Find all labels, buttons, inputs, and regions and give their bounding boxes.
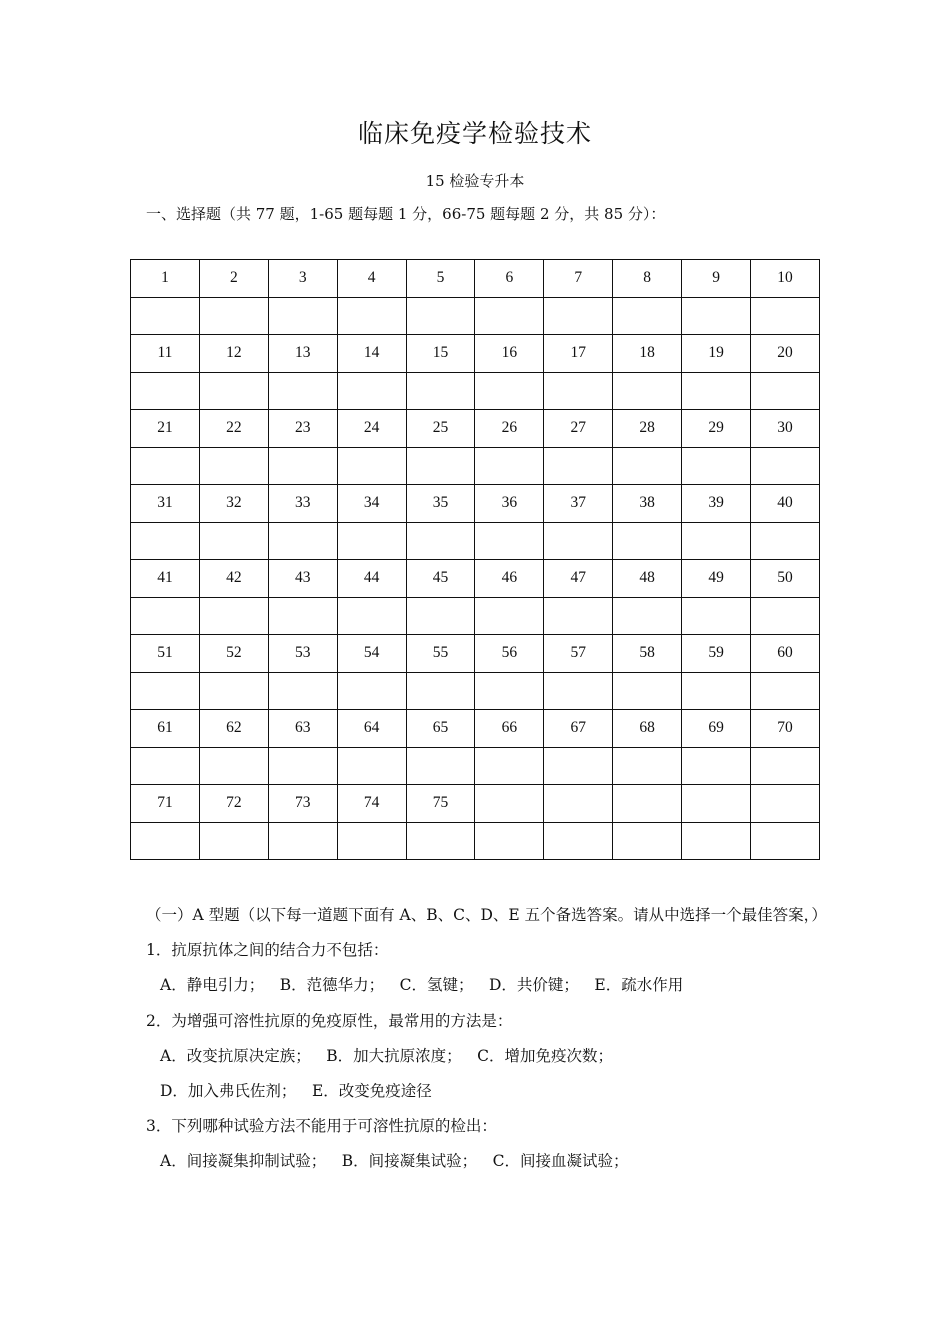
grid-number-cell bbox=[613, 785, 682, 823]
answer-box[interactable] bbox=[131, 297, 200, 335]
grid-number-cell: 33 bbox=[268, 485, 337, 523]
grid-number-cell: 11 bbox=[131, 335, 200, 373]
answer-box[interactable] bbox=[131, 672, 200, 710]
grid-number-cell: 38 bbox=[613, 485, 682, 523]
grid-number-cell: 65 bbox=[406, 710, 475, 748]
answer-box[interactable] bbox=[682, 822, 751, 860]
answer-box[interactable] bbox=[337, 297, 406, 335]
answer-box[interactable] bbox=[337, 822, 406, 860]
grid-number-cell: 63 bbox=[268, 710, 337, 748]
answer-box[interactable] bbox=[682, 522, 751, 560]
exam-subtitle: 15 检验专升本 bbox=[425, 172, 525, 190]
grid-number-cell: 28 bbox=[613, 410, 682, 448]
grid-number-row bbox=[131, 560, 820, 598]
answer-box[interactable] bbox=[613, 822, 682, 860]
grid-number-cell: 53 bbox=[268, 635, 337, 673]
exam-title: 临床免疫学检验技术 bbox=[357, 119, 592, 148]
grid-number-cell: 29 bbox=[682, 410, 751, 448]
answer-box[interactable] bbox=[406, 372, 475, 410]
answer-box[interactable] bbox=[751, 372, 820, 410]
answer-box[interactable] bbox=[131, 597, 200, 635]
option-line bbox=[146, 1074, 826, 1109]
answer-box[interactable] bbox=[475, 747, 544, 785]
grid-number-cell: 48 bbox=[613, 560, 682, 598]
answer-box[interactable] bbox=[131, 372, 200, 410]
grid-number-cell: 39 bbox=[682, 485, 751, 523]
grid-number-cell: 58 bbox=[613, 635, 682, 673]
answer-option: C．间接血凝试验； bbox=[492, 1152, 629, 1171]
grid-number-cell: 51 bbox=[131, 635, 200, 673]
grid-number-cell: 71 bbox=[131, 785, 200, 823]
grid-number-cell: 17 bbox=[544, 335, 613, 373]
answer-box[interactable] bbox=[268, 747, 337, 785]
answer-box[interactable] bbox=[544, 297, 613, 335]
answer-box[interactable] bbox=[337, 447, 406, 485]
section-instruction: 一、选择题（共 77 题，1-65 题每题 1 分，66-75 题每题 2 分，共 85 分）： bbox=[146, 205, 666, 223]
grid-answer-row bbox=[131, 522, 820, 560]
answer-box[interactable] bbox=[682, 597, 751, 635]
grid-number-cell: 18 bbox=[613, 335, 682, 373]
answer-box[interactable] bbox=[406, 447, 475, 485]
grid-number-row bbox=[131, 785, 820, 823]
answer-box[interactable] bbox=[544, 447, 613, 485]
answer-box[interactable] bbox=[475, 597, 544, 635]
answer-box[interactable] bbox=[475, 372, 544, 410]
grid-number-cell: 40 bbox=[751, 485, 820, 523]
part-heading: （一）A 型题（以下每一道题下面有 A、B、C、D、E 五个备选答案。请从中选择一个最佳答案，） bbox=[146, 906, 827, 924]
answer-box[interactable] bbox=[613, 447, 682, 485]
grid-number-cell: 56 bbox=[475, 635, 544, 673]
grid-number-cell: 52 bbox=[199, 635, 268, 673]
answer-box[interactable] bbox=[613, 597, 682, 635]
grid-answer-row bbox=[131, 447, 820, 485]
answer-box[interactable] bbox=[337, 372, 406, 410]
answer-box[interactable] bbox=[544, 372, 613, 410]
answer-box[interactable] bbox=[268, 672, 337, 710]
grid-number-cell: 62 bbox=[199, 710, 268, 748]
grid-number-cell: 21 bbox=[131, 410, 200, 448]
answer-box[interactable] bbox=[475, 297, 544, 335]
grid-number-cell: 69 bbox=[682, 710, 751, 748]
answer-box[interactable] bbox=[268, 822, 337, 860]
option-line bbox=[146, 1039, 826, 1074]
grid-number-cell: 43 bbox=[268, 560, 337, 598]
question-list bbox=[146, 898, 826, 1180]
grid-number-cell: 61 bbox=[131, 710, 200, 748]
grid-number-cell: 45 bbox=[406, 560, 475, 598]
answer-box[interactable] bbox=[613, 672, 682, 710]
grid-number-cell: 36 bbox=[475, 485, 544, 523]
grid-number-cell: 68 bbox=[613, 710, 682, 748]
grid-number-cell: 37 bbox=[544, 485, 613, 523]
grid-number-cell: 13 bbox=[268, 335, 337, 373]
answer-option: C．氢键； bbox=[399, 976, 474, 995]
grid-number-cell: 70 bbox=[751, 710, 820, 748]
grid-number-cell: 16 bbox=[475, 335, 544, 373]
answer-box[interactable] bbox=[131, 747, 200, 785]
grid-number-cell: 54 bbox=[337, 635, 406, 673]
answer-option: D．加入弗氏佐剂； bbox=[160, 1082, 297, 1101]
answer-box[interactable] bbox=[199, 522, 268, 560]
answer-box[interactable] bbox=[131, 522, 200, 560]
grid-number-cell: 31 bbox=[131, 485, 200, 523]
grid-number-cell: 72 bbox=[199, 785, 268, 823]
answer-box[interactable] bbox=[406, 297, 475, 335]
answer-box[interactable] bbox=[544, 822, 613, 860]
grid-number-cell: 2 bbox=[199, 260, 268, 298]
answer-box[interactable] bbox=[682, 447, 751, 485]
grid-number-cell: 73 bbox=[268, 785, 337, 823]
answer-option: E．改变免疫途径 bbox=[311, 1082, 432, 1101]
grid-number-cell: 12 bbox=[199, 335, 268, 373]
answer-box[interactable] bbox=[406, 747, 475, 785]
answer-option: A．静电引力； bbox=[160, 976, 265, 995]
answer-box[interactable] bbox=[337, 672, 406, 710]
answer-box[interactable] bbox=[544, 522, 613, 560]
grid-number-cell: 9 bbox=[682, 260, 751, 298]
answer-box[interactable] bbox=[613, 747, 682, 785]
grid-number-cell: 24 bbox=[337, 410, 406, 448]
grid-answer-row bbox=[131, 672, 820, 710]
answer-box[interactable] bbox=[268, 297, 337, 335]
answer-box[interactable] bbox=[337, 522, 406, 560]
grid-number-cell bbox=[544, 785, 613, 823]
answer-option: A．间接凝集抑制试验； bbox=[160, 1152, 327, 1171]
answer-box[interactable] bbox=[406, 672, 475, 710]
answer-box[interactable] bbox=[475, 672, 544, 710]
answer-box[interactable] bbox=[268, 447, 337, 485]
grid-number-cell: 57 bbox=[544, 635, 613, 673]
grid-number-cell: 30 bbox=[751, 410, 820, 448]
answer-box[interactable] bbox=[613, 522, 682, 560]
answer-box[interactable] bbox=[199, 822, 268, 860]
answer-box[interactable] bbox=[751, 522, 820, 560]
grid-number-cell: 8 bbox=[613, 260, 682, 298]
grid-number-cell: 75 bbox=[406, 785, 475, 823]
question-stem: 1．抗原抗体之间的结合力不包括： bbox=[146, 941, 389, 960]
grid-number-cell: 49 bbox=[682, 560, 751, 598]
answer-option: B．间接凝集试验； bbox=[341, 1152, 478, 1171]
grid-number-cell: 47 bbox=[544, 560, 613, 598]
grid-number-cell: 14 bbox=[337, 335, 406, 373]
option-line bbox=[146, 968, 826, 1003]
grid-number-cell: 25 bbox=[406, 410, 475, 448]
grid-answer-row bbox=[131, 372, 820, 410]
grid-number-cell bbox=[682, 785, 751, 823]
grid-number-row bbox=[131, 260, 820, 298]
answer-box[interactable] bbox=[475, 522, 544, 560]
grid-number-row bbox=[131, 410, 820, 448]
grid-number-cell: 44 bbox=[337, 560, 406, 598]
grid-number-cell: 34 bbox=[337, 485, 406, 523]
answer-box[interactable] bbox=[751, 297, 820, 335]
question-stem: 3．下列哪种试验方法不能用于可溶性抗原的检出： bbox=[146, 1117, 497, 1136]
answer-box[interactable] bbox=[751, 822, 820, 860]
answer-grid bbox=[130, 259, 820, 860]
grid-number-row bbox=[131, 335, 820, 373]
grid-number-cell: 50 bbox=[751, 560, 820, 598]
answer-box[interactable] bbox=[544, 672, 613, 710]
grid-number-cell: 59 bbox=[682, 635, 751, 673]
grid-number-cell: 20 bbox=[751, 335, 820, 373]
answer-box[interactable] bbox=[475, 822, 544, 860]
answer-box[interactable] bbox=[337, 747, 406, 785]
answer-box[interactable] bbox=[613, 297, 682, 335]
answer-box[interactable] bbox=[682, 372, 751, 410]
answer-box[interactable] bbox=[406, 522, 475, 560]
answer-box[interactable] bbox=[131, 447, 200, 485]
answer-box[interactable] bbox=[751, 747, 820, 785]
answer-box[interactable] bbox=[613, 372, 682, 410]
grid-answer-row bbox=[131, 597, 820, 635]
option-line bbox=[146, 1144, 826, 1179]
grid-number-cell: 19 bbox=[682, 335, 751, 373]
answer-option: B．加大抗原浓度； bbox=[326, 1046, 462, 1065]
grid-number-cell: 1 bbox=[131, 260, 200, 298]
answer-box[interactable] bbox=[268, 597, 337, 635]
answer-box[interactable] bbox=[682, 747, 751, 785]
grid-answer-row bbox=[131, 297, 820, 335]
grid-number-cell: 74 bbox=[337, 785, 406, 823]
grid-number-cell: 42 bbox=[199, 560, 268, 598]
answer-box[interactable] bbox=[406, 822, 475, 860]
grid-answer-row bbox=[131, 822, 820, 860]
answer-option: E．疏水作用 bbox=[594, 976, 684, 995]
grid-number-cell: 5 bbox=[406, 260, 475, 298]
grid-number-cell: 6 bbox=[475, 260, 544, 298]
answer-box[interactable] bbox=[268, 522, 337, 560]
grid-number-cell: 7 bbox=[544, 260, 613, 298]
grid-number-cell: 15 bbox=[406, 335, 475, 373]
answer-box[interactable] bbox=[751, 672, 820, 710]
grid-number-cell bbox=[751, 785, 820, 823]
answer-box[interactable] bbox=[475, 447, 544, 485]
answer-box[interactable] bbox=[682, 672, 751, 710]
grid-number-cell: 32 bbox=[199, 485, 268, 523]
grid-number-cell: 35 bbox=[406, 485, 475, 523]
grid-number-row bbox=[131, 635, 820, 673]
answer-box[interactable] bbox=[199, 672, 268, 710]
grid-number-cell: 22 bbox=[199, 410, 268, 448]
answer-box[interactable] bbox=[268, 372, 337, 410]
answer-box[interactable] bbox=[199, 372, 268, 410]
grid-number-cell: 67 bbox=[544, 710, 613, 748]
answer-box[interactable] bbox=[406, 597, 475, 635]
answer-box[interactable] bbox=[199, 447, 268, 485]
answer-option: D．共价键； bbox=[488, 976, 579, 995]
answer-option: B．范德华力； bbox=[279, 976, 385, 995]
question-stem: 2．为增强可溶性抗原的免疫原性，最常用的方法是： bbox=[146, 1011, 513, 1030]
answer-option: A．改变抗原决定族； bbox=[160, 1046, 311, 1065]
answer-box[interactable] bbox=[199, 297, 268, 335]
grid-number-cell: 60 bbox=[751, 635, 820, 673]
grid-number-row bbox=[131, 710, 820, 748]
answer-box[interactable] bbox=[751, 447, 820, 485]
grid-number-row bbox=[131, 485, 820, 523]
grid-number-cell: 3 bbox=[268, 260, 337, 298]
answer-box[interactable] bbox=[337, 597, 406, 635]
answer-box[interactable] bbox=[682, 297, 751, 335]
grid-number-cell: 4 bbox=[337, 260, 406, 298]
grid-number-cell: 55 bbox=[406, 635, 475, 673]
answer-box[interactable] bbox=[199, 597, 268, 635]
answer-option: C．增加免疫次数； bbox=[477, 1046, 613, 1065]
grid-number-cell: 46 bbox=[475, 560, 544, 598]
answer-box[interactable] bbox=[199, 747, 268, 785]
answer-box[interactable] bbox=[131, 822, 200, 860]
grid-number-cell: 23 bbox=[268, 410, 337, 448]
grid-number-cell: 27 bbox=[544, 410, 613, 448]
grid-number-cell: 41 bbox=[131, 560, 200, 598]
answer-box[interactable] bbox=[544, 747, 613, 785]
grid-number-cell bbox=[475, 785, 544, 823]
grid-answer-row bbox=[131, 747, 820, 785]
grid-number-cell: 64 bbox=[337, 710, 406, 748]
grid-number-cell: 26 bbox=[475, 410, 544, 448]
grid-number-cell: 66 bbox=[475, 710, 544, 748]
answer-box[interactable] bbox=[751, 597, 820, 635]
grid-number-cell: 10 bbox=[751, 260, 820, 298]
answer-box[interactable] bbox=[544, 597, 613, 635]
